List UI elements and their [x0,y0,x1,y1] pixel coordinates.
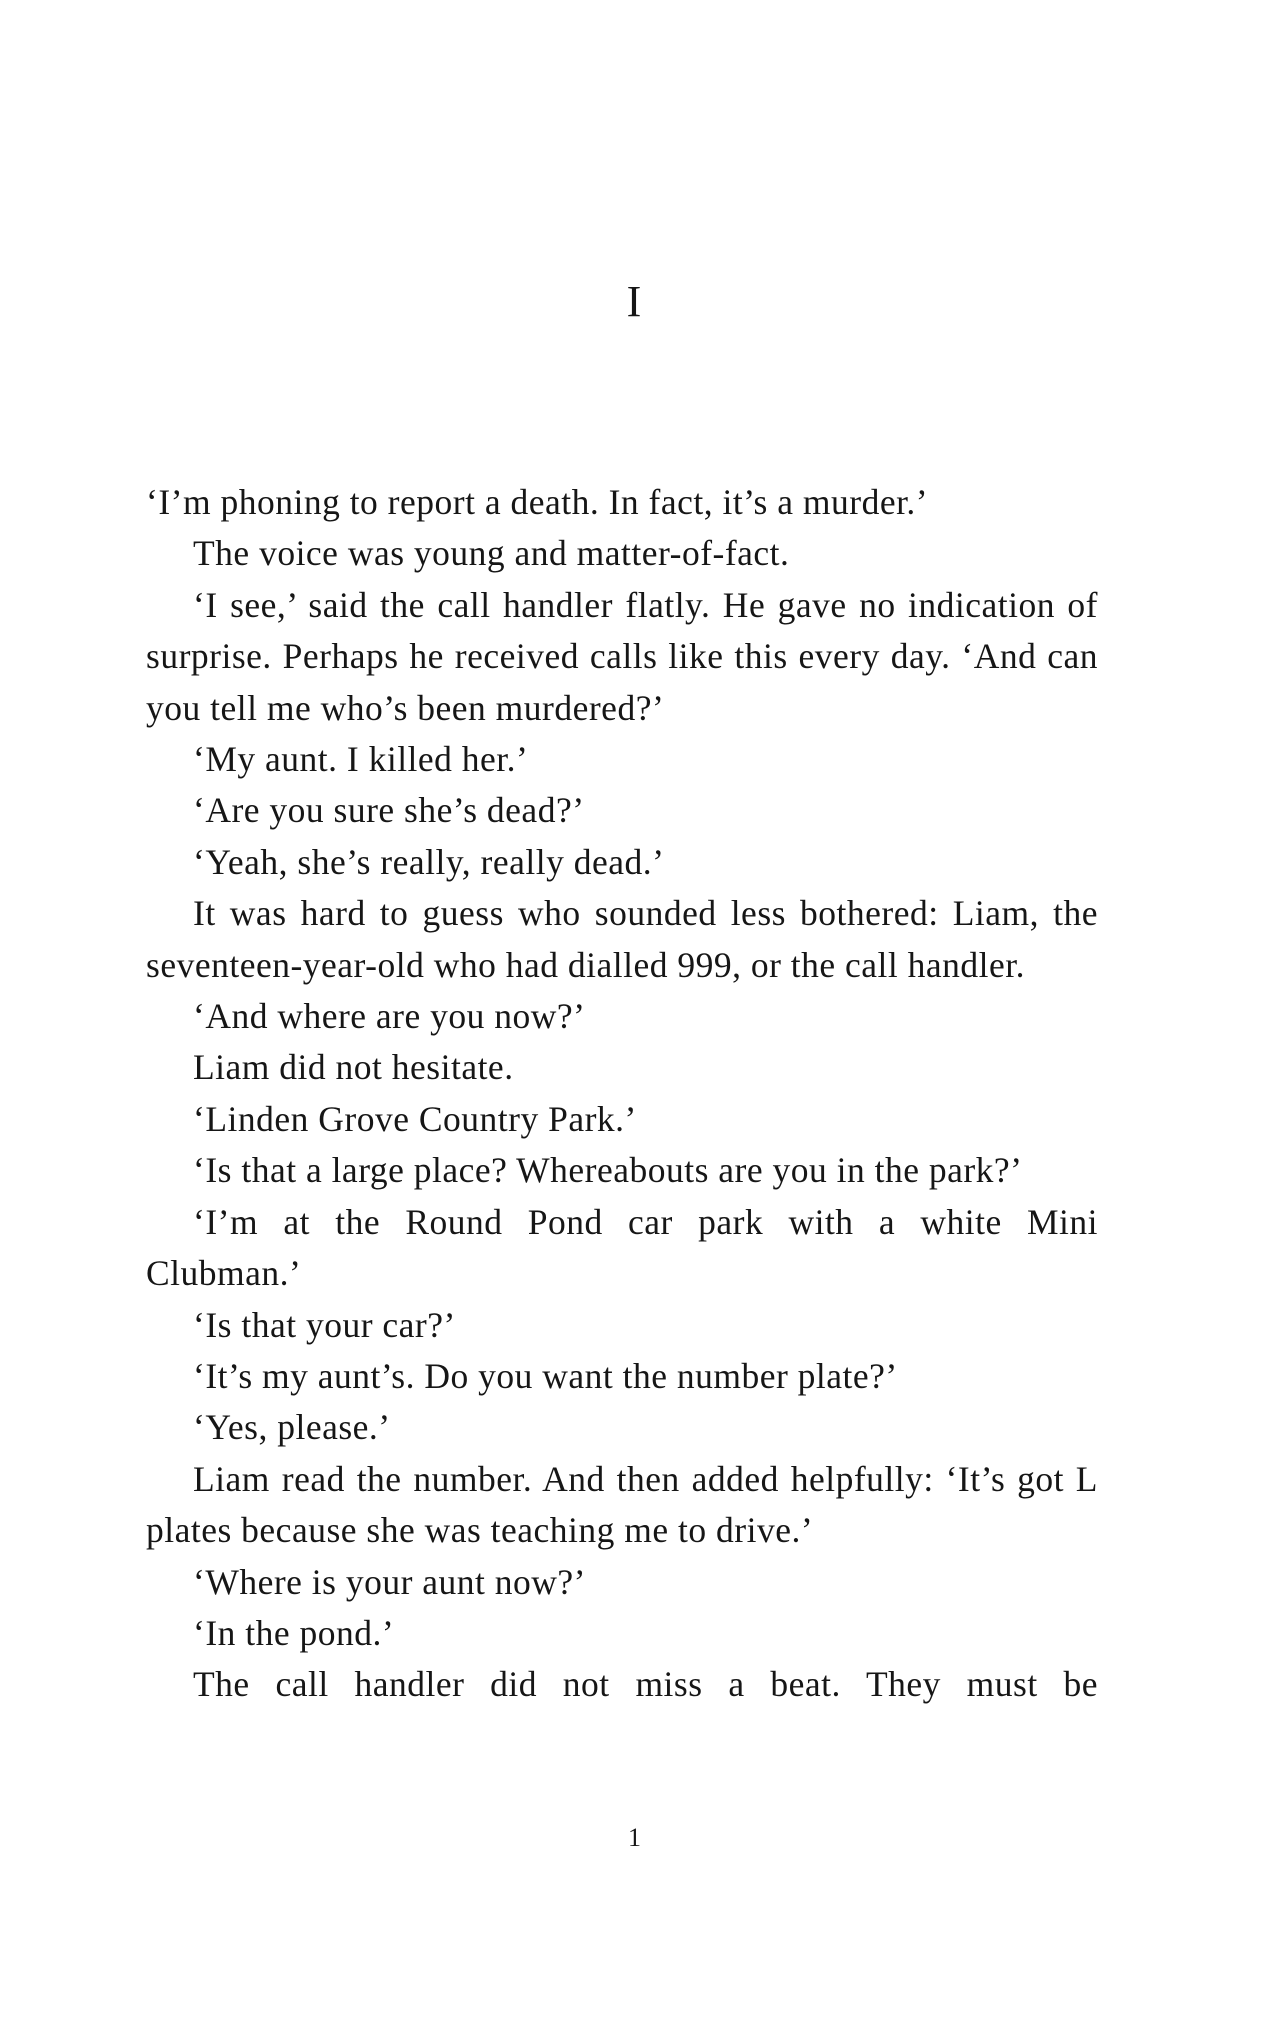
paragraph: ‘I’m phoning to report a death. In fact, it’s a murder.’ [146,482,929,522]
paragraph: Liam read the number. And then added helpfully: ‘It’s got L plates because she was teaching me to drive.’ [146,1458,1098,1551]
chapter-number: I [626,277,643,326]
page-number: 1 [628,1823,641,1852]
paragraph: ‘I see,’ said the call handler flatly. He gave no indication of surprise. Perhaps he received calls like this every day. ‘And can you tell me who’s been murdered?’ [146,584,1098,728]
paragraph: ‘Yeah, she’s really, really dead.’ [193,841,665,882]
paragraph: ‘Yes, please.’ [193,1407,391,1448]
paragraph: ‘I’m at the Round Pond car park with a white Mini Clubman.’ [146,1201,1098,1294]
paragraph: ‘Linden Grove Country Park.’ [193,1098,637,1139]
paragraph: The voice was young and matter-of-fact. [193,533,790,574]
paragraph: ‘Is that a large place? Whereabouts are you in the park?’ [193,1150,1023,1191]
paragraph: Liam did not hesitate. [193,1047,514,1088]
paragraph: ‘My aunt. I killed her.’ [193,739,529,780]
paragraph: ‘Are you sure she’s dead?’ [193,790,585,831]
paragraph: It was hard to guess who sounded less bothered: Liam, the seventeen-year-old who had dialled 999, or the call handler. [146,893,1098,985]
paragraph: ‘Is that your car?’ [193,1304,456,1345]
paragraph: ‘In the pond.’ [193,1612,395,1653]
body-text [146,477,1098,1711]
paragraph: ‘And where are you now?’ [193,996,586,1037]
paragraph: The call handler did not miss a beat. They must be [193,1664,1098,1705]
paragraph: ‘Where is your aunt now?’ [193,1561,586,1602]
paragraph: ‘It’s my aunt’s. Do you want the number plate?’ [193,1355,898,1396]
